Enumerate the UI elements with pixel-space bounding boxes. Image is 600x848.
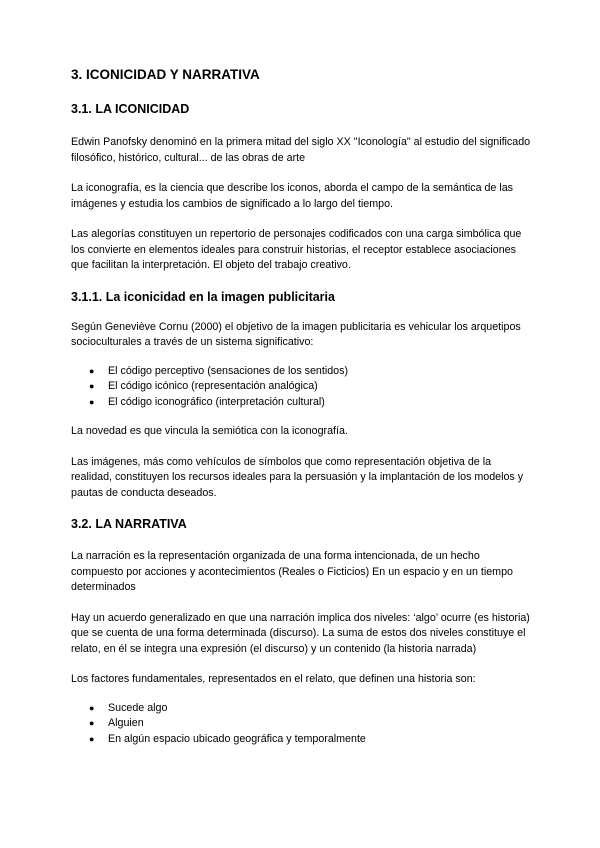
list-item-text: El código iconográfico (interpretación cultural) — [108, 395, 325, 408]
bullet-list — [71, 364, 531, 411]
document-body — [71, 66, 531, 747]
list-item — [71, 364, 531, 380]
list-item — [71, 701, 531, 717]
list-item-text: El código icónico (representación analógica) — [108, 380, 318, 392]
list-item — [71, 732, 531, 748]
paragraph: La narración es la representación organizada de una forma intencionada, de un hecho compuesto por acciones y acontecimientos (Reales o Ficticios) En un espacio y en un tiempo determinados — [71, 550, 513, 593]
paragraph: Según Geneviève Cornu (2000) el objetivo de la imagen publicitaria es vehicular los arquetipos socioculturales a través de un sistema significativo: — [71, 320, 521, 348]
list-item-text: Sucede algo — [108, 701, 168, 714]
bullet-icon: ● — [89, 365, 95, 376]
section-3-title: 3. ICONICIDAD Y NARRATIVA — [71, 67, 260, 82]
paragraph: Los factores fundamentales, representados en el relato, que definen una historia son: — [71, 673, 476, 685]
section-3-1-title: 3.1. LA ICONICIDAD — [71, 102, 190, 116]
list-item — [71, 716, 531, 732]
list-item-text: En algún espacio ubicado geográfica y temporalmente — [108, 732, 366, 745]
bullet-icon: ● — [89, 396, 95, 407]
paragraph: Las imágenes, más como vehículos de símbolos que como representación objetiva de la realidad, constituyen los recursos ideales para la persuasión y la implantación de los modelos y pautas de conducta deseados. — [71, 455, 524, 499]
bullet-list — [71, 701, 531, 748]
paragraph: Hay un acuerdo generalizado en que una narración implica dos niveles: ‘algo’ ocurre (es historia) que se cuenta de una forma determinada (discurso). La suma de estos dos niveles constituye el relato, en él se integra una expresión (el discurso) y un contenido (la historia narrada) — [71, 611, 530, 655]
bullet-icon: ● — [89, 702, 95, 713]
list-item — [71, 395, 531, 411]
list-item-text: El código perceptivo (sensaciones de los sentidos) — [108, 364, 349, 377]
list-item-text: Alguien — [108, 717, 144, 729]
paragraph: La iconografía, es la ciencia que describe los iconos, aborda el campo de la semántica de las imágenes y estudia los cambios de significado a lo largo del tiempo. — [71, 182, 514, 210]
bullet-icon: ● — [89, 733, 95, 744]
list-item — [71, 379, 531, 395]
paragraph: Edwin Panofsky denominó en la primera mitad del siglo XX "Iconología" al estudio del significado filosófico, histórico, cultural... de las obras de arte — [71, 136, 531, 164]
section-3-1-1-title: 3.1.1. La iconicidad en la imagen publicitaria — [71, 289, 335, 304]
section-3-2-title: 3.2. LA NARRATIVA — [71, 517, 187, 531]
paragraph: La novedad es que vincula la semiótica con la iconografía. — [71, 425, 348, 437]
paragraph: Las alegorías constituyen un repertorio de personajes codificados con una carga simbólica que los convierte en elementos ideales para construir historias, el receptor establece asociaciones que facilitan la interpretación. El objeto del trabajo creativo. — [71, 228, 522, 271]
bullet-icon: ● — [89, 381, 95, 391]
bullet-icon: ● — [89, 718, 95, 728]
